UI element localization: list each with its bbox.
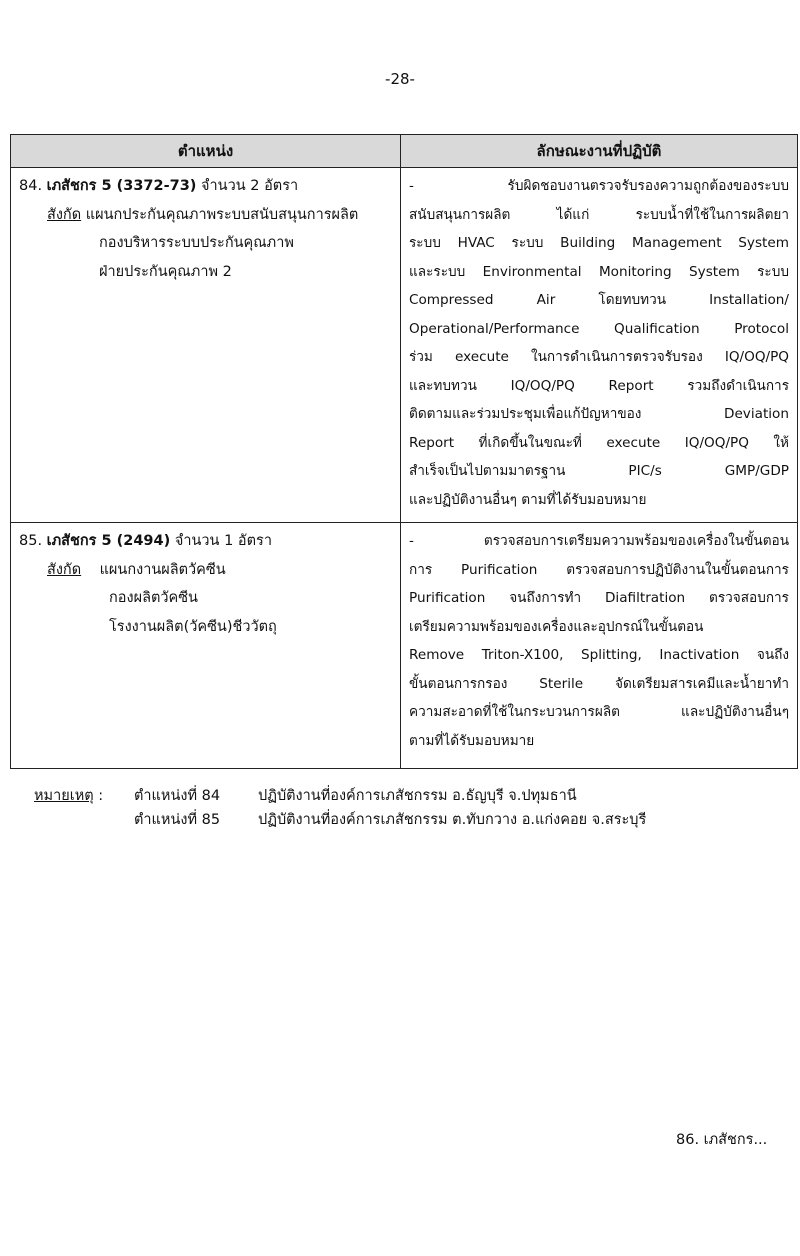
duty-line: Operational/Performance Qualification Protocol xyxy=(409,320,789,337)
duty-line: Remove Triton-X100, Splitting, Inactivation จนถึง xyxy=(409,647,789,663)
position-cell xyxy=(11,523,401,769)
positions-table xyxy=(10,134,798,769)
header-position: ตำแหน่ง xyxy=(11,135,401,168)
duty-line: - รับผิดชอบงานตรวจรับรองความถูกต้องของระบบ xyxy=(409,178,789,194)
affiliation-unit: กองบริหารระบบประกันคุณภาพ xyxy=(99,235,294,251)
duty-line: สนับสนุนการผลิต ได้แก่ ระบบน้ำที่ใช้ในการผลิตยา xyxy=(409,206,789,223)
affiliation-label: สังกัด xyxy=(47,206,82,223)
note-line: หมายเหตุ : ตำแหน่งที่ 84 ปฏิบัติงานที่องค์การเภสัชกรรม อ.ธัญบุรี จ.ปทุมธานี xyxy=(34,784,646,808)
affiliation-unit: ฝ่ายประกันคุณภาพ 2 xyxy=(99,263,232,280)
affiliation-unit: แผนกประกันคุณภาพระบบสนับสนุนการผลิต xyxy=(85,206,359,223)
duty-line: Compressed Air โดยทบทวน Installation/ xyxy=(409,292,789,308)
affiliation-line xyxy=(19,556,392,585)
duty-line: ความสะอาดที่ใช้ในกระบวนการผลิต และปฏิบัติงานอื่นๆ xyxy=(409,704,789,720)
duties-cell xyxy=(401,523,798,769)
duty-line: ระบบ HVAC ระบบ Building Management System xyxy=(409,235,789,251)
position-count: จำนวน 2 อัตรา xyxy=(201,178,299,194)
duty-line: ร่วม execute ในการดำเนินการตรวจรับรอง IQ/OQ/PQ xyxy=(409,349,789,365)
duty-line: การ Purification ตรวจสอบการปฏิบัติงานในขั้นตอนการ xyxy=(409,561,789,578)
note-position: ตำแหน่งที่ 85 xyxy=(134,812,221,828)
table-row xyxy=(11,168,798,523)
note-position: ตำแหน่งที่ 84 xyxy=(134,788,221,804)
continuation-footer: 86. เภสัชกร... xyxy=(676,1132,768,1148)
position-number: 85. xyxy=(19,533,43,549)
notes-label: หมายเหตุ xyxy=(34,788,94,804)
affiliation-unit: กองผลิตวัคซีน xyxy=(109,590,198,606)
position-name: เภสัชกร 5 (3372-73) xyxy=(46,178,197,194)
duty-line: และปฏิบัติงานอื่นๆ ตามที่ได้รับมอบหมาย xyxy=(409,491,647,508)
duty-line: และทบทวน IQ/OQ/PQ Report รวมถึงดำเนินการ xyxy=(409,377,789,394)
note-text: ปฏิบัติงานที่องค์การเภสัชกรรม อ.ธัญบุรี จ.ปทุมธานี xyxy=(258,788,577,804)
affiliation-line xyxy=(19,201,392,230)
position-count: จำนวน 1 อัตรา xyxy=(174,533,272,549)
note-line xyxy=(34,808,646,832)
position-name: เภสัชกร 5 (2494) xyxy=(46,533,171,549)
position-cell xyxy=(11,168,401,523)
duty-line: สำเร็จเป็นไปตามมาตรฐาน PIC/s GMP/GDP xyxy=(409,463,789,479)
position-number: 84. xyxy=(19,178,43,194)
position-title xyxy=(19,527,392,556)
duty-line: - ตรวจสอบการเตรียมความพร้อมของเครื่องในขั้นตอน xyxy=(409,533,789,549)
affiliation-unit: แผนกงานผลิตวัคซีน xyxy=(99,561,226,578)
header-duties: ลักษณะงานที่ปฏิบัติ xyxy=(401,135,798,168)
notes xyxy=(34,784,646,832)
duty-line: เตรียมความพร้อมของเครื่องและอุปกรณ์ในขั้นตอน xyxy=(409,618,704,635)
duty-line: Purification จนถึงการทำ Diafiltration ตรวจสอบการ xyxy=(409,590,789,606)
duty-line: และระบบ Environmental Monitoring System ระบบ xyxy=(409,263,789,280)
note-text: ปฏิบัติงานที่องค์การเภสัชกรรม ต.ทับกวาง อ.แก่งคอย จ.สระบุรี xyxy=(258,812,647,828)
affiliation-label: สังกัด xyxy=(47,561,82,578)
table-row xyxy=(11,523,798,769)
duty-line: ตามที่ได้รับมอบหมาย xyxy=(409,732,535,749)
duties-cell xyxy=(401,168,798,523)
table-header-row xyxy=(11,135,798,168)
page-number: -28- xyxy=(385,70,415,88)
duty-line: Report ที่เกิดขึ้นในขณะที่ execute IQ/OQ/PQ ให้ xyxy=(409,434,789,451)
affiliation-unit: โรงงานผลิต(วัคซีน)ชีววัตถุ xyxy=(109,618,277,635)
position-title xyxy=(19,172,392,201)
duty-line: ติดตามและร่วมประชุมเพื่อแก้ปัญหาของ Deviation xyxy=(409,406,789,422)
duty-line: ขั้นตอนการกรอง Sterile จัดเตรียมสารเคมีและน้ำยาทำ xyxy=(409,675,789,692)
